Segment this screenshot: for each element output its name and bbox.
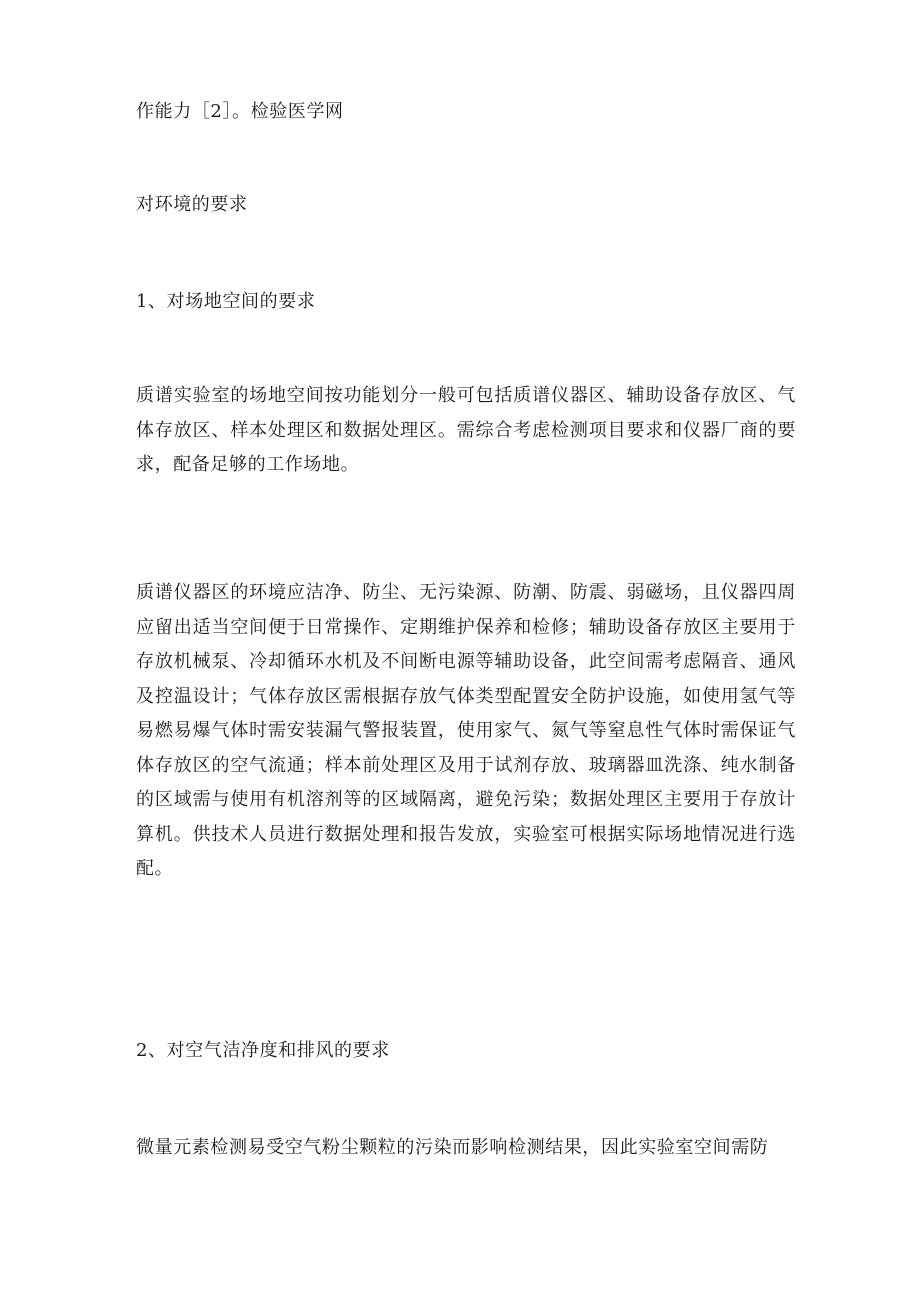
- paragraph-space-zones: 质谱实验室的场地空间按功能划分一般可包括质谱仪器区、辅助设备存放区、气体存放区、样本处理区和数据处理区。需综合考虑检测项目要求和仪器厂商的要求，配备足够的工作场地。: [136, 385, 796, 475]
- paragraph-trace-elements: 微量元素检测易受空气粉尘颗粒的污染而影响检测结果，因此实验室空间需防: [136, 1137, 769, 1158]
- paragraph-zone-details: 质谱仪器区的环境应洁净、防尘、无污染源、防潮、防震、弱磁场，且仪器四周应留出适当空间便于日常操作、定期维护保养和检修；辅助设备存放区主要用于存放机械泵、冷却循环水机及不间断电源等辅助设备，此空间需考虑隔音、通风及控温设计；气体存放区需根据存放气体类型配置安全防护设施，如使用氢气等易燃易爆气体时需安装漏气警报装置，使用家气、氮气等窒息性气体时需保证气体存放区的空气流通；样本前处理区及用于试剂存放、玻璃器皿洗涤、纯水制备的区域需与使用有机溶剂等的区域隔离，避免污染；数据处理区主要用于存放计算机。供技术人员进行数据处理和报告发放，实验室可根据实际场地情况进行选配。: [136, 582, 796, 879]
- subheading-space-requirements: 1、对场地空间的要求: [136, 291, 316, 312]
- continuation-line: 作能力［2］。检验医学网: [136, 101, 344, 122]
- section-heading-environment: 对环境的要求: [136, 194, 248, 215]
- subheading-air-cleanliness: 2、对空气洁净度和排风的要求: [136, 1040, 390, 1061]
